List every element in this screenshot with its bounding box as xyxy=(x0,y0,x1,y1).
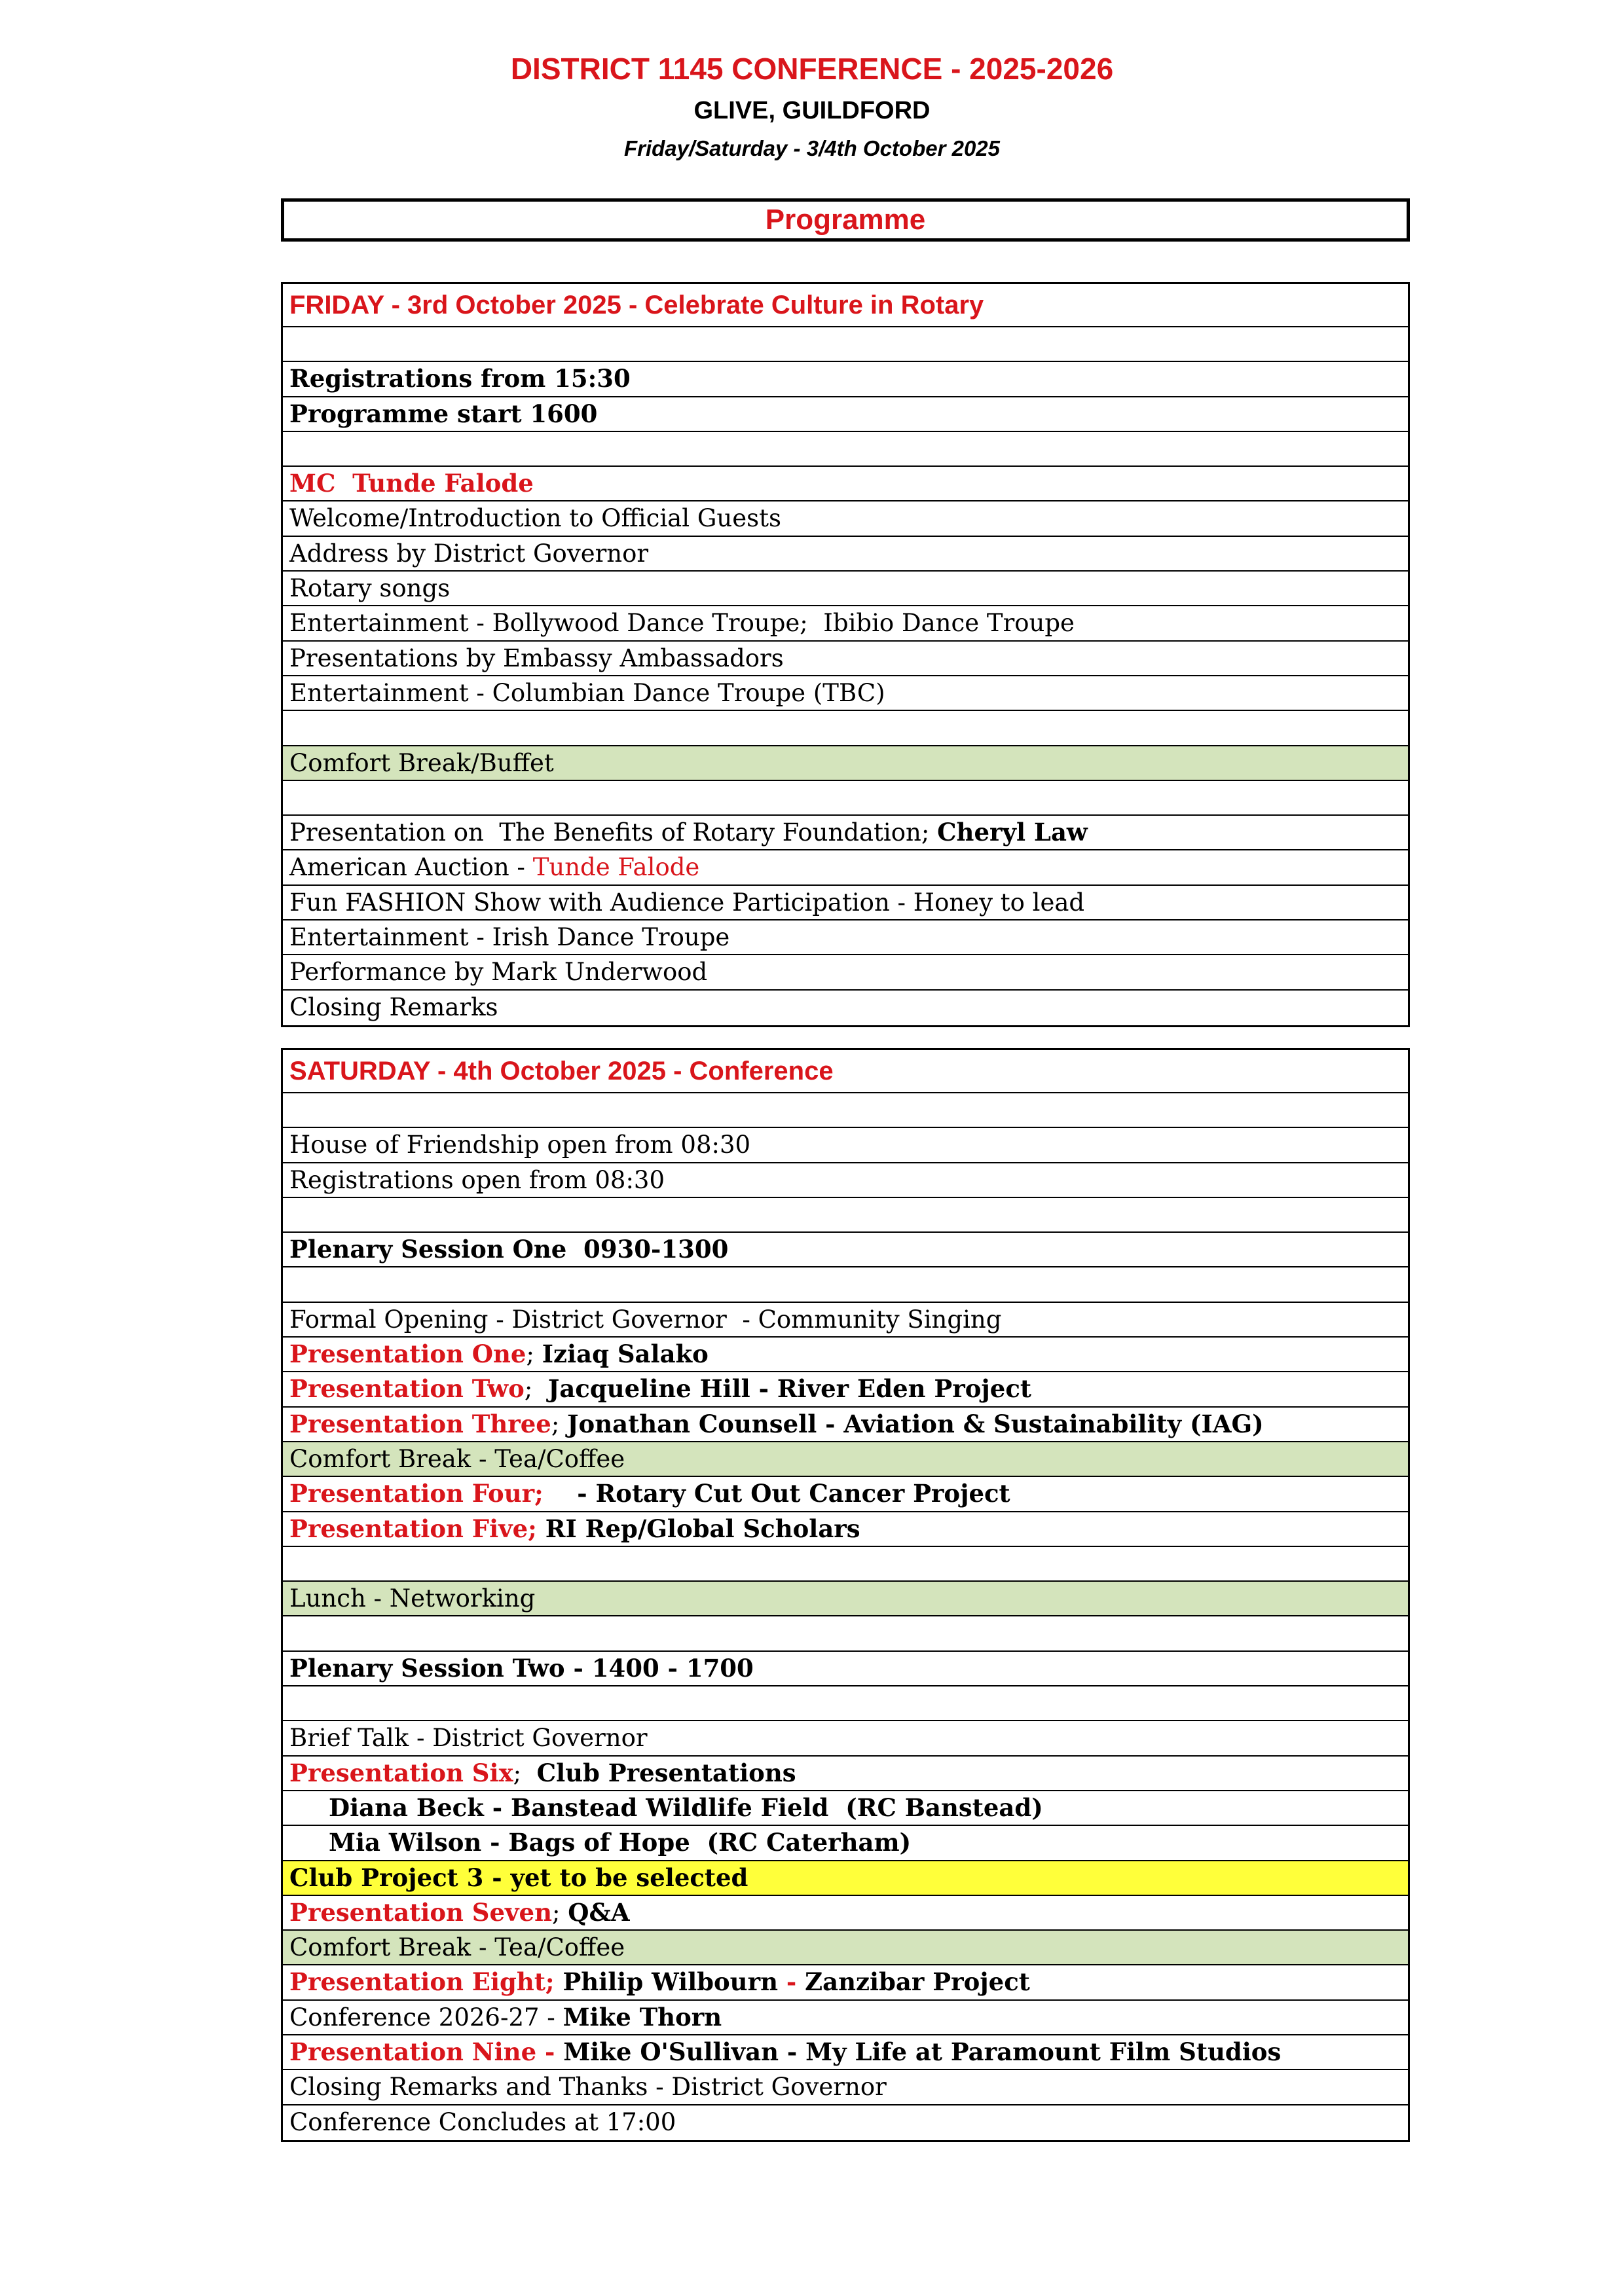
schedule-row xyxy=(283,1931,1408,1965)
row-text: Diana Beck - Banstead Wildlife Field (RC Banstead) xyxy=(329,1793,1043,1822)
blank-row xyxy=(283,1616,1408,1651)
row-text: Presentation Six xyxy=(289,1758,513,1787)
blank-row xyxy=(283,1093,1408,1128)
schedule-row xyxy=(283,1408,1408,1442)
venue-subtitle: GLIVE, GUILDFORD xyxy=(693,97,931,124)
schedule-row xyxy=(283,362,1408,397)
row-text: Brief Talk - District Governor xyxy=(289,1724,648,1753)
row-text: Mia Wilson - Bags of Hope (RC Caterham) xyxy=(329,1828,912,1857)
row-text: Programme start 1600 xyxy=(289,399,598,428)
row-text: MC Tunde Falode xyxy=(289,469,534,498)
row-text: Conference 2026-27 - xyxy=(289,2003,563,2032)
schedule-row xyxy=(283,1442,1408,1477)
schedule-row xyxy=(283,991,1408,1025)
saturday-heading: SATURDAY - 4th October 2025 - Conference xyxy=(283,1050,1408,1093)
document-title: DISTRICT 1145 CONFERENCE - 2025-2026 xyxy=(510,52,1114,86)
row-text: Closing Remarks xyxy=(289,993,498,1021)
row-text: - xyxy=(786,1967,805,1997)
row-text: Presentation Five; xyxy=(289,1514,545,1543)
schedule-row xyxy=(283,1896,1408,1931)
row-text: Presentation One xyxy=(289,1339,526,1369)
row-text: Plenary Session One 0930-1300 xyxy=(289,1235,729,1264)
row-text: Entertainment - Irish Dance Troupe xyxy=(289,923,730,952)
schedule-row xyxy=(283,886,1408,920)
row-text: ; xyxy=(551,1410,568,1438)
blank-row xyxy=(283,711,1408,746)
saturday-rows xyxy=(283,1093,1408,2140)
row-text: Welcome/Introduction to Official Guests xyxy=(289,504,781,533)
row-text: Presentation Seven xyxy=(289,1897,553,1927)
row-text: Cheryl Law xyxy=(937,818,1088,847)
schedule-row xyxy=(283,850,1408,885)
schedule-row xyxy=(283,467,1408,501)
schedule-row xyxy=(283,397,1408,432)
row-text: Presentation Nine - xyxy=(289,2037,564,2067)
row-text: Iziaq Salako xyxy=(542,1339,709,1369)
schedule-row xyxy=(283,1477,1408,1512)
row-text: Presentation Two xyxy=(289,1374,525,1404)
schedule-row xyxy=(283,2035,1408,2070)
row-text: Jonathan Counsell - Aviation & Sustainability (IAG) xyxy=(567,1409,1264,1438)
row-text: Q&A xyxy=(568,1897,630,1927)
row-text: Registrations from 15:30 xyxy=(289,364,631,393)
friday-schedule xyxy=(281,282,1410,1027)
row-text: Philip Wilbourn xyxy=(563,1967,786,1997)
row-text: Mike Thorn xyxy=(563,2002,722,2032)
row-text: ; xyxy=(524,1375,548,1404)
schedule-row xyxy=(283,816,1408,850)
row-text: Registrations open from 08:30 xyxy=(289,1165,665,1194)
programme-heading: Programme xyxy=(281,198,1410,242)
schedule-row xyxy=(283,1338,1408,1372)
dates-subtitle: Friday/Saturday - 3/4th October 2025 xyxy=(623,136,1001,160)
row-text: Fun FASHION Show with Audience Participation - Honey to lead xyxy=(289,888,1085,917)
row-text: Presentations by Embassy Ambassadors xyxy=(289,644,784,672)
row-text: Formal Opening - District Governor - Community Singing xyxy=(289,1305,1002,1334)
row-text: Presentation Three xyxy=(289,1409,551,1438)
row-text: Comfort Break - Tea/Coffee xyxy=(289,1933,625,1962)
row-text: ; xyxy=(513,1758,537,1787)
blank-row xyxy=(283,781,1408,816)
schedule-row xyxy=(283,1303,1408,1338)
schedule-row xyxy=(283,1512,1408,1547)
row-text: Conference Concludes at 17:00 xyxy=(289,2107,676,2136)
schedule-row xyxy=(283,746,1408,781)
row-text: Comfort Break - Tea/Coffee xyxy=(289,1444,625,1473)
schedule-row xyxy=(283,572,1408,606)
schedule-row xyxy=(283,1757,1408,1791)
row-text: Tunde Falode xyxy=(532,853,700,882)
blank-row xyxy=(283,432,1408,467)
row-text: Jacqueline Hill - River Eden Project xyxy=(547,1374,1031,1404)
schedule-row xyxy=(283,1861,1408,1896)
schedule-row xyxy=(283,676,1408,711)
blank-row xyxy=(283,327,1408,362)
row-text: Comfort Break/Buffet xyxy=(289,748,554,777)
row-text: ; xyxy=(526,1340,542,1369)
row-text: Closing Remarks and Thanks - District Governor xyxy=(289,2073,887,2102)
schedule-row xyxy=(283,2070,1408,2105)
row-text: ; xyxy=(552,1898,568,1927)
friday-heading: FRIDAY - 3rd October 2025 - Celebrate Culture in Rotary xyxy=(283,284,1408,327)
schedule-row xyxy=(283,1721,1408,1756)
row-text: Lunch - Networking xyxy=(289,1584,536,1613)
schedule-row xyxy=(283,1233,1408,1267)
row-text: Plenary Session Two - 1400 - 1700 xyxy=(289,1653,754,1683)
schedule-row xyxy=(283,642,1408,676)
schedule-row xyxy=(283,1163,1408,1198)
schedule-row xyxy=(283,1582,1408,1616)
schedule-row xyxy=(283,920,1408,955)
row-text: - Rotary Cut Out Cancer Project xyxy=(568,1479,1010,1508)
saturday-schedule xyxy=(281,1048,1410,2142)
row-text: Club Project 3 - yet to be selected xyxy=(289,1863,748,1892)
row-text: Address by District Governor xyxy=(289,539,649,568)
friday-rows xyxy=(283,327,1408,1025)
schedule-row xyxy=(283,1826,1408,1861)
row-text: Zanzibar Project xyxy=(805,1967,1030,1997)
row-text: Entertainment - Bollywood Dance Troupe; Ibibio Dance Troupe xyxy=(289,609,1075,638)
schedule-row xyxy=(283,1128,1408,1163)
blank-row xyxy=(283,1686,1408,1721)
row-text: Presentation Four; xyxy=(289,1479,569,1508)
row-text: Club Presentations xyxy=(536,1758,796,1787)
schedule-row xyxy=(283,537,1408,572)
schedule-row xyxy=(283,1372,1408,1407)
blank-row xyxy=(283,1267,1408,1302)
schedule-row xyxy=(283,1965,1408,2000)
schedule-row xyxy=(283,1652,1408,1686)
schedule-row xyxy=(283,2001,1408,2035)
blank-row xyxy=(283,1198,1408,1233)
row-text: RI Rep/Global Scholars xyxy=(545,1514,860,1543)
row-text: Performance by Mark Underwood xyxy=(289,958,708,987)
blank-row xyxy=(283,1547,1408,1582)
row-text: Mike O'Sullivan - My Life at Paramount Film Studios xyxy=(563,2037,1282,2067)
row-text: Presentation Eight; xyxy=(289,1967,563,1997)
schedule-row xyxy=(283,501,1408,536)
schedule-row xyxy=(283,606,1408,641)
row-text: Entertainment - Columbian Dance Troupe (TBC) xyxy=(289,678,885,707)
row-text: House of Friendship open from 08:30 xyxy=(289,1131,751,1159)
schedule-row xyxy=(283,1791,1408,1826)
schedule-row xyxy=(283,955,1408,990)
row-text: American Auction - xyxy=(289,853,533,882)
schedule-row xyxy=(283,2105,1408,2140)
row-text: Rotary songs xyxy=(289,574,451,603)
row-text: Presentation on The Benefits of Rotary Foundation; xyxy=(289,818,938,847)
